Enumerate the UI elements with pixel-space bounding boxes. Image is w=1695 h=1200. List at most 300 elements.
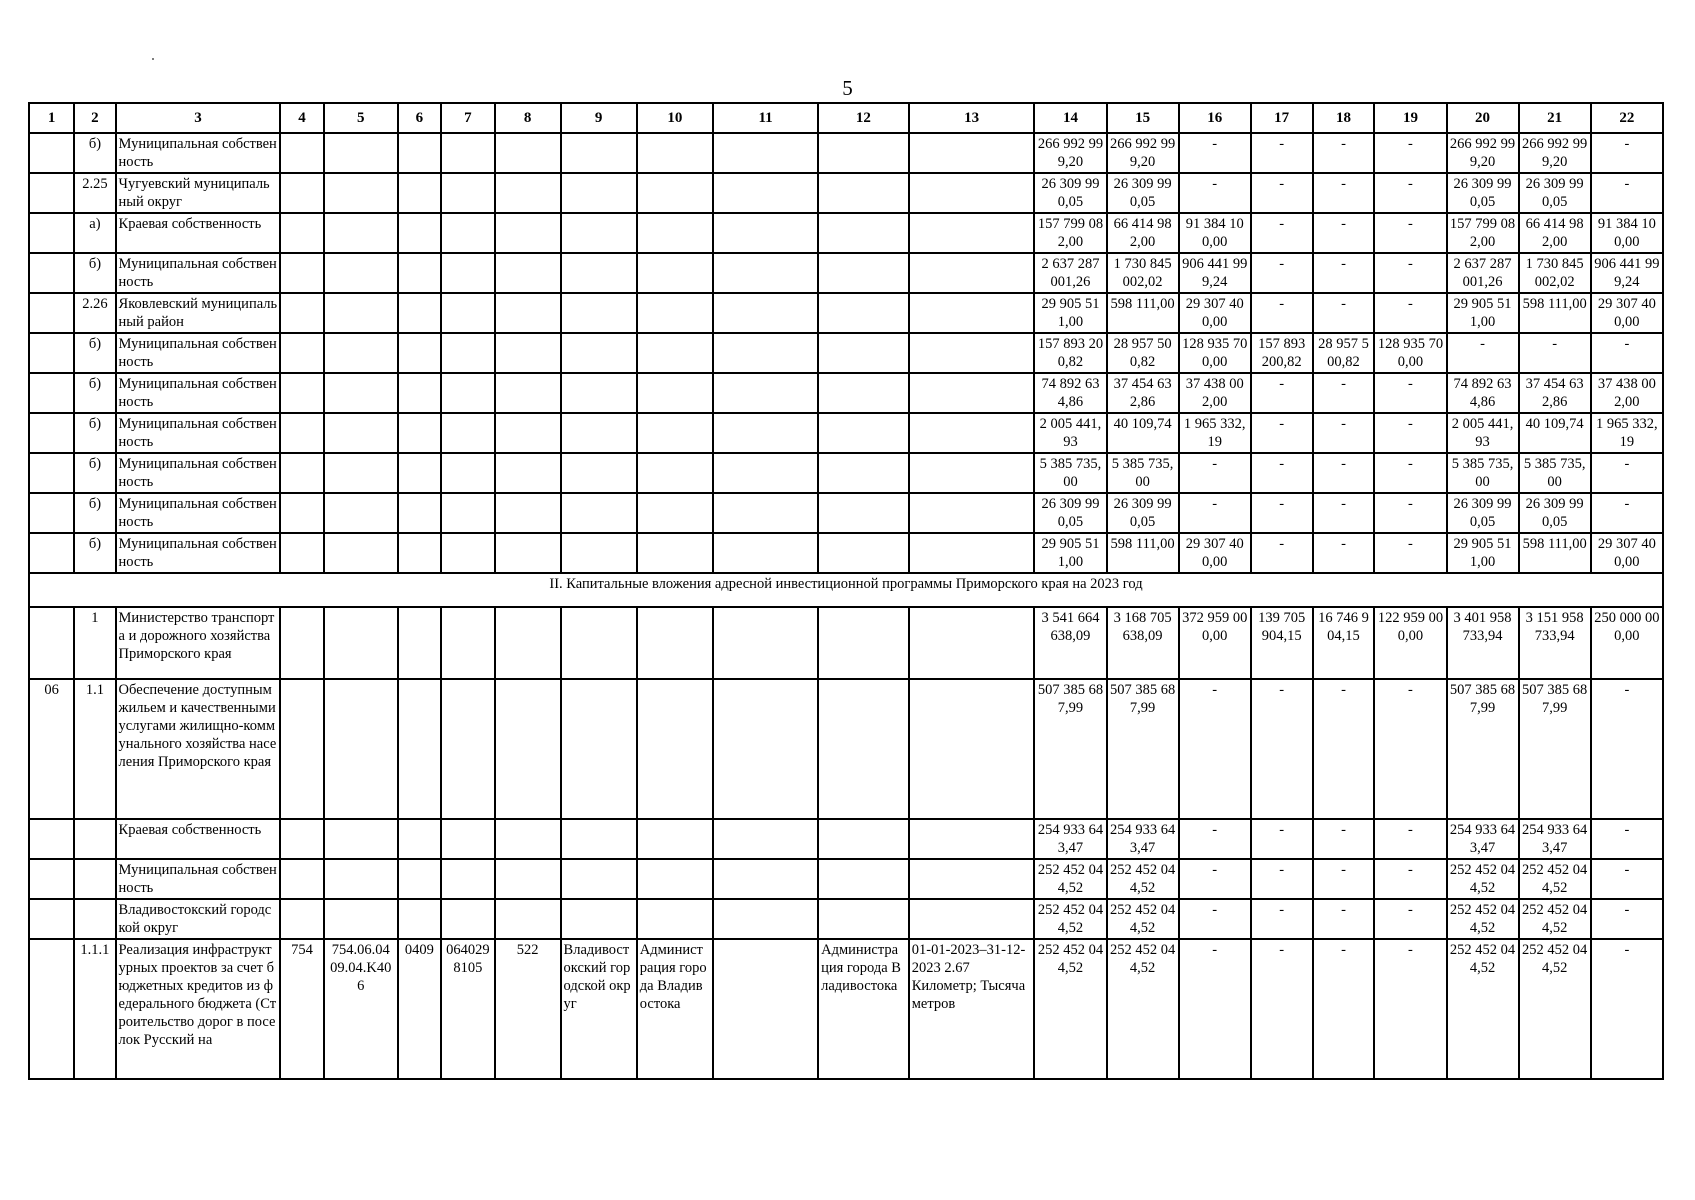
cell-col-20: 29 905 511,00: [1447, 293, 1519, 333]
cell-col-1: [29, 253, 74, 293]
cell-col-14: 254 933 643,47: [1034, 819, 1106, 859]
cell-col-3: Владивостокский городской округ: [116, 899, 281, 939]
cell-col-22: 29 307 400,00: [1591, 293, 1663, 333]
cell-col-6: [398, 533, 441, 573]
cell-col-14: 5 385 735,00: [1034, 453, 1106, 493]
cell-col-16: 1 965 332,19: [1179, 413, 1251, 453]
cell-col-22: -: [1591, 493, 1663, 533]
cell-col-9: [561, 333, 637, 373]
cell-col-20: 2 637 287 001,26: [1447, 253, 1519, 293]
cell-col-7: [441, 899, 495, 939]
cell-col-9: [561, 253, 637, 293]
cell-col-1: [29, 413, 74, 453]
cell-col-16: 128 935 700,00: [1179, 333, 1251, 373]
cell-col-21: 26 309 990,05: [1519, 493, 1591, 533]
cell-col-10: [637, 373, 713, 413]
cell-col-8: [495, 133, 561, 173]
column-header-1: 1: [29, 103, 74, 133]
column-header-4: 4: [280, 103, 323, 133]
cell-col-5: [324, 253, 398, 293]
cell-col-5: [324, 607, 398, 679]
cell-col-5: [324, 133, 398, 173]
cell-col-19: -: [1374, 859, 1446, 899]
column-header-13: 13: [909, 103, 1035, 133]
cell-col-1: [29, 493, 74, 533]
cell-col-3: Муниципальная собственность: [116, 533, 281, 573]
cell-col-17: -: [1251, 373, 1313, 413]
cell-col-8: [495, 859, 561, 899]
cell-col-12: [818, 253, 909, 293]
cell-col-15: 66 414 982,00: [1107, 213, 1179, 253]
cell-col-19: -: [1374, 939, 1446, 1079]
cell-col-18: -: [1313, 533, 1375, 573]
cell-col-19: -: [1374, 453, 1446, 493]
cell-col-6: [398, 373, 441, 413]
cell-col-21: 598 111,00: [1519, 293, 1591, 333]
cell-col-6: [398, 213, 441, 253]
cell-col-7: [441, 453, 495, 493]
cell-col-21: 1 730 845 002,02: [1519, 253, 1591, 293]
cell-col-6: [398, 133, 441, 173]
cell-col-11: [713, 533, 818, 573]
cell-col-11: [713, 899, 818, 939]
cell-col-19: -: [1374, 133, 1446, 173]
cell-col-7: [441, 819, 495, 859]
cell-col-15: 598 111,00: [1107, 533, 1179, 573]
cell-col-19: -: [1374, 173, 1446, 213]
cell-col-18: -: [1313, 253, 1375, 293]
table-row: [29, 493, 1663, 533]
cell-col-7: [441, 533, 495, 573]
cell-col-8: [495, 413, 561, 453]
cell-col-7: [441, 413, 495, 453]
column-header-20: 20: [1447, 103, 1519, 133]
cell-col-21: 252 452 044,52: [1519, 939, 1591, 1079]
table-row: [29, 819, 1663, 859]
cell-col-5: 754.06.04 09.04.K40 6: [324, 939, 398, 1079]
cell-col-18: 28 957 500,82: [1313, 333, 1375, 373]
cell-col-17: -: [1251, 173, 1313, 213]
cell-col-2: б): [74, 333, 115, 373]
section-title: II. Капитальные вложения адресной инвестиционной программы Приморского края на 2023 год: [29, 573, 1663, 607]
cell-col-3: Муниципальная собственность: [116, 373, 281, 413]
cell-col-14: 29 905 511,00: [1034, 293, 1106, 333]
cell-col-18: -: [1313, 213, 1375, 253]
cell-col-4: [280, 533, 323, 573]
cell-col-11: [713, 819, 818, 859]
cell-col-15: 598 111,00: [1107, 293, 1179, 333]
cell-col-3: Муниципальная собственность: [116, 333, 281, 373]
cell-col-4: [280, 413, 323, 453]
cell-col-3: Муниципальная собственность: [116, 253, 281, 293]
cell-col-18: -: [1313, 453, 1375, 493]
cell-col-15: 252 452 044,52: [1107, 899, 1179, 939]
cell-col-17: -: [1251, 819, 1313, 859]
cell-col-5: [324, 493, 398, 533]
cell-col-3: Чугуевский муниципальный округ: [116, 173, 281, 213]
column-header-9: 9: [561, 103, 637, 133]
cell-col-18: -: [1313, 899, 1375, 939]
cell-col-6: 0409: [398, 939, 441, 1079]
cell-col-8: [495, 453, 561, 493]
cell-col-12: [818, 899, 909, 939]
cell-col-20: 252 452 044,52: [1447, 899, 1519, 939]
cell-col-11: [713, 253, 818, 293]
cell-col-15: 28 957 500,82: [1107, 333, 1179, 373]
cell-col-14: 157 893 200,82: [1034, 333, 1106, 373]
cell-col-9: [561, 679, 637, 819]
cell-col-16: 91 384 100,00: [1179, 213, 1251, 253]
cell-col-2: б): [74, 413, 115, 453]
cell-col-16: -: [1179, 493, 1251, 533]
investment-table: [28, 102, 1664, 1080]
scan-speck: [152, 58, 154, 60]
cell-col-17: -: [1251, 859, 1313, 899]
cell-col-10: [637, 607, 713, 679]
cell-col-3: Обеспечение доступным жильем и качественными услугами жилищно-коммунального хозяйства населения Приморского края: [116, 679, 281, 819]
cell-col-4: [280, 213, 323, 253]
cell-col-10: [637, 859, 713, 899]
cell-col-1: [29, 533, 74, 573]
cell-col-5: [324, 819, 398, 859]
cell-col-12: [818, 493, 909, 533]
cell-col-11: [713, 293, 818, 333]
cell-col-7: [441, 173, 495, 213]
cell-col-3: Яковлевский муниципальный район: [116, 293, 281, 333]
cell-col-13: [909, 413, 1035, 453]
cell-col-2: б): [74, 253, 115, 293]
cell-col-10: [637, 133, 713, 173]
cell-col-17: -: [1251, 133, 1313, 173]
cell-col-12: [818, 413, 909, 453]
table-row: [29, 413, 1663, 453]
cell-col-22: -: [1591, 939, 1663, 1079]
cell-col-20: 26 309 990,05: [1447, 173, 1519, 213]
cell-col-3: Реализация инфраструктурных проектов за счет бюджетных кредитов из федерального бюджета (Строительство дорог в поселок Русский на: [116, 939, 281, 1079]
cell-col-8: [495, 333, 561, 373]
cell-col-1: 06: [29, 679, 74, 819]
cell-col-19: -: [1374, 899, 1446, 939]
cell-col-7: [441, 253, 495, 293]
column-header-16: 16: [1179, 103, 1251, 133]
cell-col-8: [495, 293, 561, 333]
cell-col-17: -: [1251, 453, 1313, 493]
cell-col-19: -: [1374, 253, 1446, 293]
cell-col-16: -: [1179, 859, 1251, 899]
cell-col-22: -: [1591, 859, 1663, 899]
column-header-17: 17: [1251, 103, 1313, 133]
cell-col-6: [398, 173, 441, 213]
cell-col-15: 252 452 044,52: [1107, 939, 1179, 1079]
cell-col-17: -: [1251, 213, 1313, 253]
cell-col-9: [561, 819, 637, 859]
cell-col-13: [909, 173, 1035, 213]
cell-col-13: [909, 453, 1035, 493]
table-row: [29, 293, 1663, 333]
cell-col-18: -: [1313, 373, 1375, 413]
cell-col-18: 16 746 904,15: [1313, 607, 1375, 679]
table-row: [29, 939, 1663, 1079]
cell-col-20: 74 892 634,86: [1447, 373, 1519, 413]
column-header-22: 22: [1591, 103, 1663, 133]
cell-col-15: 252 452 044,52: [1107, 859, 1179, 899]
cell-col-6: [398, 333, 441, 373]
cell-col-7: [441, 493, 495, 533]
cell-col-4: [280, 133, 323, 173]
cell-col-12: [818, 373, 909, 413]
cell-col-19: -: [1374, 293, 1446, 333]
cell-col-16: -: [1179, 819, 1251, 859]
cell-col-4: [280, 493, 323, 533]
cell-col-18: -: [1313, 819, 1375, 859]
cell-col-18: -: [1313, 939, 1375, 1079]
cell-col-15: 26 309 990,05: [1107, 493, 1179, 533]
cell-col-3: Муниципальная собственность: [116, 413, 281, 453]
cell-col-20: 29 905 511,00: [1447, 533, 1519, 573]
cell-col-15: 37 454 632,86: [1107, 373, 1179, 413]
cell-col-22: -: [1591, 899, 1663, 939]
cell-col-19: 122 959 000,00: [1374, 607, 1446, 679]
cell-col-17: -: [1251, 679, 1313, 819]
cell-col-10: [637, 493, 713, 533]
table-row: [29, 607, 1663, 679]
cell-col-9: [561, 373, 637, 413]
cell-col-4: [280, 293, 323, 333]
cell-col-1: [29, 453, 74, 493]
cell-col-22: -: [1591, 173, 1663, 213]
cell-col-12: [818, 133, 909, 173]
cell-col-1: [29, 173, 74, 213]
cell-col-6: [398, 819, 441, 859]
cell-col-21: 252 452 044,52: [1519, 899, 1591, 939]
cell-col-11: [713, 859, 818, 899]
cell-col-22: -: [1591, 453, 1663, 493]
cell-col-8: [495, 819, 561, 859]
cell-col-4: [280, 333, 323, 373]
cell-col-1: [29, 859, 74, 899]
cell-col-6: [398, 859, 441, 899]
cell-col-19: -: [1374, 373, 1446, 413]
cell-col-11: [713, 333, 818, 373]
cell-col-14: 157 799 082,00: [1034, 213, 1106, 253]
cell-col-22: 91 384 100,00: [1591, 213, 1663, 253]
cell-col-8: [495, 899, 561, 939]
table-row: [29, 533, 1663, 573]
table-row: [29, 373, 1663, 413]
cell-col-14: 266 992 999,20: [1034, 133, 1106, 173]
cell-col-22: -: [1591, 133, 1663, 173]
cell-col-14: 2 637 287 001,26: [1034, 253, 1106, 293]
cell-col-8: [495, 607, 561, 679]
cell-col-12: [818, 173, 909, 213]
cell-col-3: Краевая собственность: [116, 819, 281, 859]
cell-col-8: [495, 373, 561, 413]
cell-col-19: -: [1374, 533, 1446, 573]
cell-col-11: [713, 413, 818, 453]
cell-col-21: 37 454 632,86: [1519, 373, 1591, 413]
table-row: [29, 899, 1663, 939]
cell-col-10: [637, 413, 713, 453]
column-header-11: 11: [713, 103, 818, 133]
header-row: [29, 103, 1663, 133]
cell-col-5: [324, 173, 398, 213]
cell-col-10: [637, 253, 713, 293]
cell-col-20: 26 309 990,05: [1447, 493, 1519, 533]
cell-col-8: [495, 533, 561, 573]
cell-col-5: [324, 373, 398, 413]
cell-col-10: [637, 173, 713, 213]
cell-col-16: -: [1179, 173, 1251, 213]
cell-col-22: -: [1591, 679, 1663, 819]
cell-col-21: 507 385 687,99: [1519, 679, 1591, 819]
cell-col-5: [324, 533, 398, 573]
cell-col-12: [818, 607, 909, 679]
cell-col-14: 252 452 044,52: [1034, 859, 1106, 899]
cell-col-4: [280, 859, 323, 899]
cell-col-7: [441, 607, 495, 679]
column-header-5: 5: [324, 103, 398, 133]
cell-col-4: [280, 899, 323, 939]
cell-col-20: -: [1447, 333, 1519, 373]
cell-col-8: [495, 173, 561, 213]
cell-col-11: [713, 373, 818, 413]
cell-col-5: [324, 859, 398, 899]
cell-col-13: [909, 533, 1035, 573]
table-row: [29, 173, 1663, 213]
cell-col-10: [637, 213, 713, 253]
table-row: [29, 453, 1663, 493]
cell-col-14: 3 541 664 638,09: [1034, 607, 1106, 679]
cell-col-10: [637, 333, 713, 373]
cell-col-17: 157 893 200,82: [1251, 333, 1313, 373]
cell-col-14: 26 309 990,05: [1034, 173, 1106, 213]
cell-col-19: -: [1374, 213, 1446, 253]
cell-col-22: 1 965 332,19: [1591, 413, 1663, 453]
cell-col-19: -: [1374, 819, 1446, 859]
cell-col-9: [561, 899, 637, 939]
cell-col-7: [441, 373, 495, 413]
cell-col-10: [637, 899, 713, 939]
cell-col-3: Муниципальная собственность: [116, 133, 281, 173]
cell-col-20: 252 452 044,52: [1447, 939, 1519, 1079]
cell-col-3: Краевая собственность: [116, 213, 281, 253]
cell-col-21: 40 109,74: [1519, 413, 1591, 453]
cell-col-18: -: [1313, 293, 1375, 333]
cell-col-20: 266 992 999,20: [1447, 133, 1519, 173]
cell-col-12: [818, 453, 909, 493]
cell-col-10: Администрация города Владивостока: [637, 939, 713, 1079]
cell-col-14: 74 892 634,86: [1034, 373, 1106, 413]
cell-col-22: 37 438 002,00: [1591, 373, 1663, 413]
cell-col-9: [561, 173, 637, 213]
cell-col-9: [561, 533, 637, 573]
cell-col-4: [280, 253, 323, 293]
cell-col-17: -: [1251, 413, 1313, 453]
cell-col-13: [909, 607, 1035, 679]
cell-col-1: [29, 939, 74, 1079]
cell-col-5: [324, 679, 398, 819]
cell-col-2: 1: [74, 607, 115, 679]
column-header-19: 19: [1374, 103, 1446, 133]
cell-col-7: 064029 8105: [441, 939, 495, 1079]
cell-col-16: 37 438 002,00: [1179, 373, 1251, 413]
cell-col-13: [909, 333, 1035, 373]
cell-col-2: 2.26: [74, 293, 115, 333]
cell-col-7: [441, 213, 495, 253]
cell-col-11: [713, 133, 818, 173]
cell-col-2: [74, 899, 115, 939]
cell-col-3: Муниципальная собственность: [116, 493, 281, 533]
column-header-14: 14: [1034, 103, 1106, 133]
column-header-2: 2: [74, 103, 115, 133]
cell-col-17: -: [1251, 533, 1313, 573]
cell-col-2: б): [74, 133, 115, 173]
cell-col-8: 522: [495, 939, 561, 1079]
cell-col-5: [324, 333, 398, 373]
cell-col-22: 29 307 400,00: [1591, 533, 1663, 573]
table-row: [29, 133, 1663, 173]
cell-col-5: [324, 413, 398, 453]
cell-col-6: [398, 413, 441, 453]
cell-col-5: [324, 899, 398, 939]
cell-col-6: [398, 493, 441, 533]
cell-col-7: [441, 679, 495, 819]
cell-col-16: 372 959 000,00: [1179, 607, 1251, 679]
cell-col-9: Владивостокский городской округ: [561, 939, 637, 1079]
cell-col-14: 2 005 441,93: [1034, 413, 1106, 453]
cell-col-17: -: [1251, 939, 1313, 1079]
cell-col-22: -: [1591, 819, 1663, 859]
cell-col-19: 128 935 700,00: [1374, 333, 1446, 373]
section-row: [29, 573, 1663, 607]
cell-col-6: [398, 453, 441, 493]
cell-col-13: [909, 213, 1035, 253]
cell-col-7: [441, 333, 495, 373]
cell-col-9: [561, 493, 637, 533]
cell-col-2: [74, 819, 115, 859]
cell-col-16: -: [1179, 899, 1251, 939]
cell-col-11: [713, 939, 818, 1079]
cell-col-11: [713, 453, 818, 493]
cell-col-4: 754: [280, 939, 323, 1079]
cell-col-11: [713, 493, 818, 533]
cell-col-17: -: [1251, 899, 1313, 939]
cell-col-21: 252 452 044,52: [1519, 859, 1591, 899]
cell-col-15: 507 385 687,99: [1107, 679, 1179, 819]
cell-col-7: [441, 133, 495, 173]
cell-col-12: [818, 293, 909, 333]
page-number: 5: [842, 76, 853, 100]
cell-col-1: [29, 607, 74, 679]
cell-col-16: 906 441 999,24: [1179, 253, 1251, 293]
cell-col-18: -: [1313, 133, 1375, 173]
cell-col-4: [280, 453, 323, 493]
cell-col-4: [280, 173, 323, 213]
cell-col-13: [909, 373, 1035, 413]
cell-col-20: 5 385 735,00: [1447, 453, 1519, 493]
cell-col-20: 2 005 441,93: [1447, 413, 1519, 453]
cell-col-13: [909, 293, 1035, 333]
cell-col-20: 507 385 687,99: [1447, 679, 1519, 819]
table-row: [29, 859, 1663, 899]
cell-col-13: [909, 493, 1035, 533]
column-header-12: 12: [818, 103, 909, 133]
cell-col-12: [818, 533, 909, 573]
cell-col-16: -: [1179, 133, 1251, 173]
cell-col-15: 254 933 643,47: [1107, 819, 1179, 859]
cell-col-16: 29 307 400,00: [1179, 293, 1251, 333]
cell-col-21: 254 933 643,47: [1519, 819, 1591, 859]
